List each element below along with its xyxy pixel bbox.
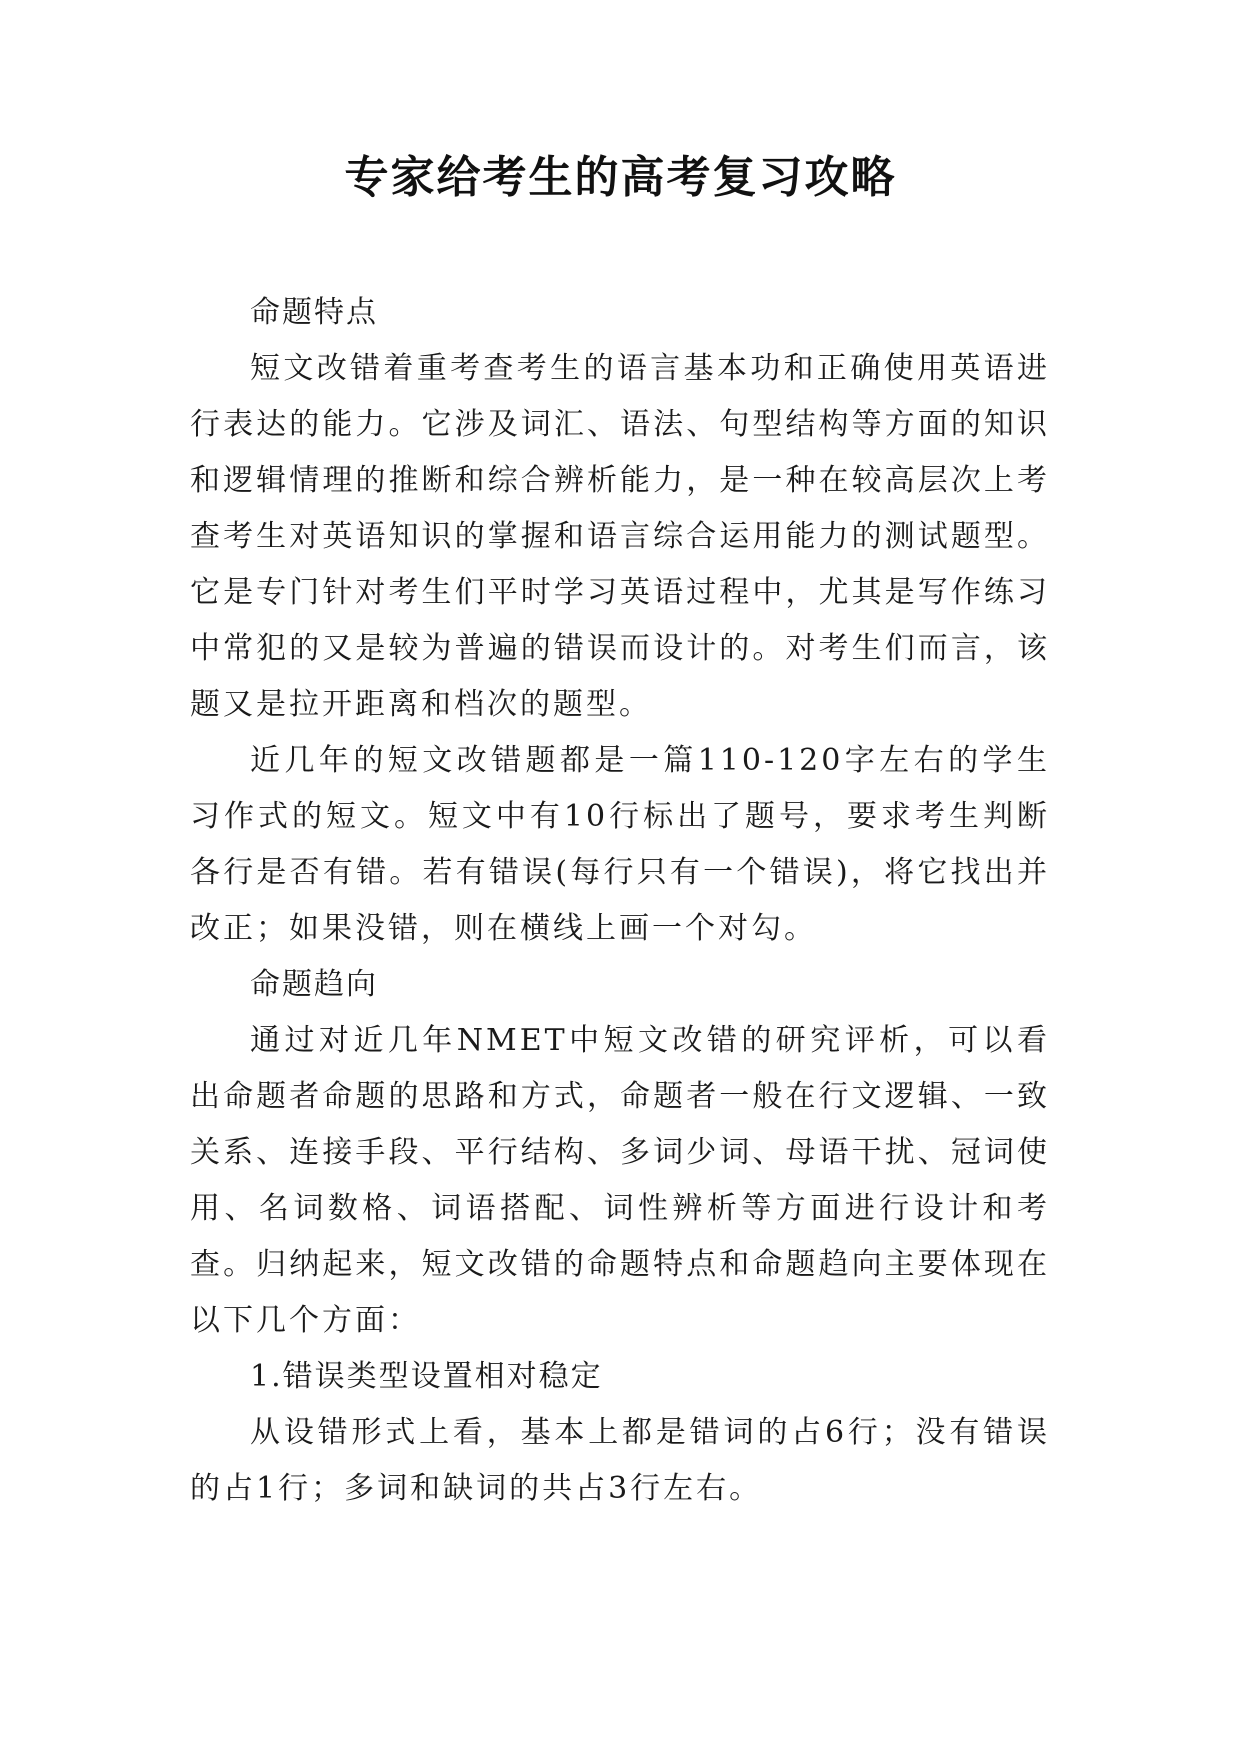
document-title: 专家给考生的高考复习攻略 (344, 152, 897, 203)
paragraph-error-correction-overview: 短文改错着重考查考生的语言基本功和正确使用英语进行表达的能力。它涉及词汇、语法、句型结构等方面的知识和逻辑情理的推断和综合辨析能力，是一种在较高层次上考查考生对英语知识的掌握和语言综合运用能力的测试题型。它是专门针对考生们平时学习英语过程中，尤其是写作练习中常犯的又是较为普遍的错误而设计的。对考生们而言，该题又是拉开距离和档次的题型。 (190, 351, 1050, 722)
paragraph-error-distribution: 从设错形式上看，基本上都是错词的占6行；没有错误的占1行；多词和缺词的共占3行左右。 (190, 1415, 1050, 1506)
section-heading-proposition-trends: 命题趋向 (250, 967, 378, 1002)
section-heading-proposition-features: 命题特点 (250, 295, 378, 330)
paragraph-recent-question-format: 近几年的短文改错题都是一篇110-120字左右的学生习作式的短文。短文中有10行标出了题号，要求考生判断各行是否有错。若有错误(每行只有一个错误)，将它找出并改正；如果没错，则在横线上画一个对勾。 (190, 743, 1050, 946)
paragraph-trend-analysis: 通过对近几年NMET中短文改错的研究评析，可以看出命题者命题的思路和方式，命题者一般在行文逻辑、一致关系、连接手段、平行结构、多词少词、母语干扰、冠词使用、名词数格、词语搭配、词性辨析等方面进行设计和考查。归纳起来，短文改错的命题特点和命题趋向主要体现在以下几个方面： (190, 1023, 1050, 1338)
section-heading-error-types: 1.错误类型设置相对稳定 (250, 1359, 603, 1394)
document-body (190, 285, 1050, 1517)
